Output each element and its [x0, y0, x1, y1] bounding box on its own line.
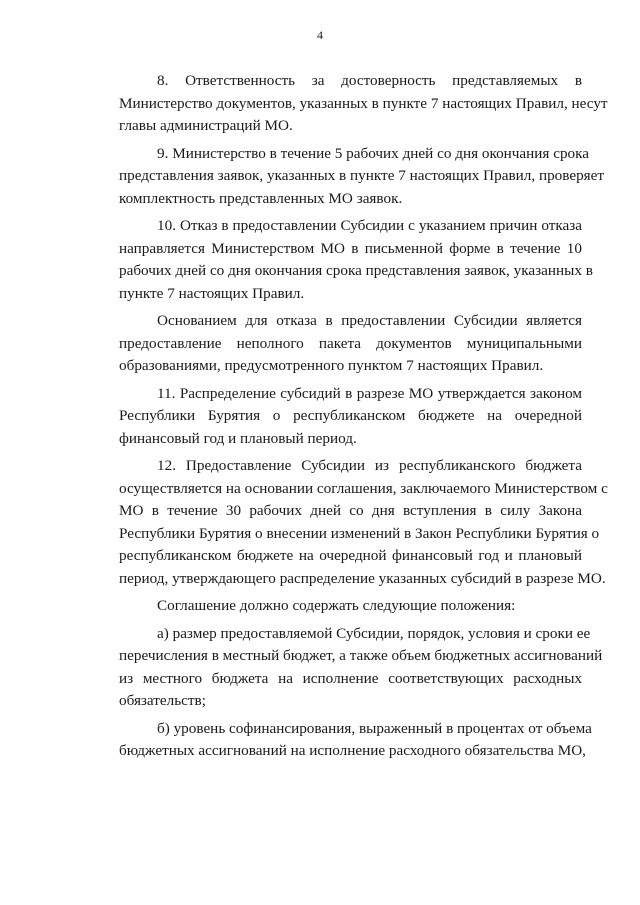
text-line: из местного бюджета на исполнение соответствующих расходных [119, 669, 582, 687]
text-line: пункте 7 настоящих Правил. [119, 284, 305, 302]
text-line: 11. Распределение субсидий в разрезе МО утверждается законом [157, 384, 582, 402]
text-line: направляется Министерством МО в письменной форме в течение 10 [119, 239, 582, 257]
paragraph [119, 595, 582, 618]
text-line: представления заявок, указанных в пункте 7 настоящих Правил, проверяет [119, 167, 605, 184]
paragraph [119, 143, 605, 211]
text-line: главы администраций МО. [119, 117, 293, 134]
text-line: предоставление неполного пакета документов муниципальными [119, 334, 582, 352]
text-line: 8. Ответственность за достоверность представляемых в [157, 72, 582, 89]
text-line: Республики Бурятия о внесении изменений в Закон Республики Бурятия о [119, 524, 600, 542]
paragraph [119, 718, 592, 763]
text-line: Основанием для отказа в предоставлении Субсидии является [157, 312, 582, 329]
text-line: а) размер предоставляемой Субсидии, порядок, условия и сроки ее [157, 624, 591, 642]
page-number: 4 [317, 28, 323, 42]
text-line: образованиями, предусмотренного пунктом 7 настоящих Правил. [119, 357, 544, 374]
text-line: период, утверждающего распределение указанных субсидий в разрезе МО. [119, 569, 606, 587]
text-line: МО в течение 30 рабочих дней со дня вступления в силу Закона [119, 502, 582, 519]
document-body [119, 70, 608, 768]
paragraph [119, 310, 582, 378]
paragraph [119, 70, 608, 138]
text-line: 9. Министерство в течение 5 рабочих дней со дня окончания срока [157, 144, 590, 162]
text-line: рабочих дней со дня окончания срока представления заявок, указанных в [119, 262, 593, 279]
text-line: 10. Отказ в предоставлении Субсидии с указанием причин отказа [157, 217, 582, 234]
text-line: обязательств; [119, 692, 206, 709]
text-line: финансовый год и плановый период. [119, 429, 357, 447]
text-line: Республики Бурятия о республиканском бюджете на очередной [119, 407, 582, 424]
text-line: бюджетных ассигнований на исполнение расходного обязательства МО, [119, 742, 586, 759]
paragraph [119, 383, 582, 451]
paragraph [119, 215, 593, 305]
text-line: перечисления в местный бюджет, а также объем бюджетных ассигнований [119, 647, 603, 664]
text-line: Соглашение должно содержать следующие положения: [157, 597, 516, 614]
text-line: республиканском бюджете на очередной финансовый год и плановый [119, 547, 582, 564]
text-line: осуществляется на основании соглашения, заключаемого Министерством с [119, 479, 608, 497]
text-line: Министерство документов, указанных в пункте 7 настоящих Правил, несут [119, 94, 608, 112]
paragraph [119, 455, 608, 590]
text-line: б) уровень софинансирования, выраженный в процентах от объема [157, 719, 592, 737]
paragraph [119, 623, 603, 713]
text-line: комплектность представленных МО заявок. [119, 189, 403, 207]
text-line: 12. Предоставление Субсидии из республиканского бюджета [157, 457, 582, 474]
